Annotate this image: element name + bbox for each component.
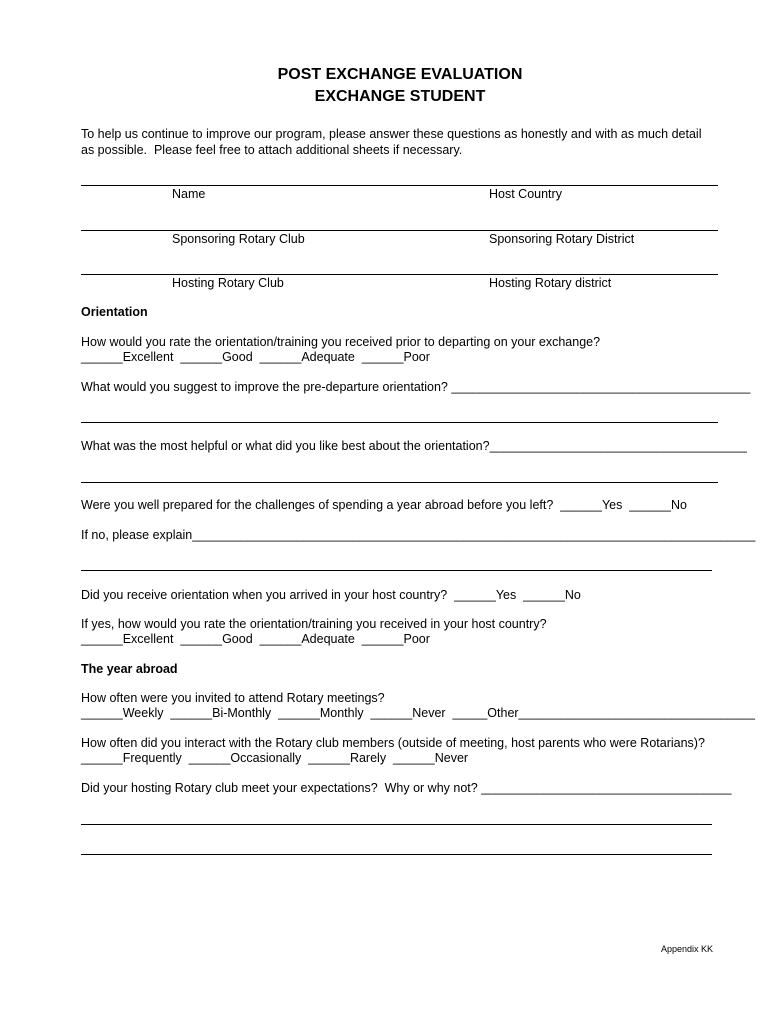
orientation-q6: If yes, how would you rate the orientation/training you received in your host country? [81, 617, 547, 631]
year-abroad-q3[interactable]: Did your hosting Rotary club meet your expectations? Why or why not? ____________________________________ [81, 781, 732, 795]
orientation-q2-line[interactable] [81, 422, 718, 423]
year-abroad-q1-options[interactable]: ______Weekly ______Bi-Monthly ______Monthly ______Never _____Other__________________________________ [81, 706, 755, 720]
hosting-district-label: Hosting Rotary district [489, 276, 612, 290]
orientation-q1: How would you rate the orientation/training you received prior to departing on your exchange? [81, 335, 601, 349]
name-line[interactable] [81, 185, 718, 186]
hosting-line[interactable] [81, 274, 718, 275]
appendix-label: Appendix KK [661, 944, 714, 954]
orientation-q4-line[interactable] [81, 570, 712, 571]
orientation-q1-options[interactable]: ______Excellent ______Good ______Adequate ______Poor [81, 350, 430, 364]
sponsoring-line[interactable] [81, 230, 718, 231]
orientation-q3[interactable]: What was the most helpful or what did you like best about the orientation?_____________________________________ [81, 439, 747, 453]
year-abroad-q1: How often were you invited to attend Rotary meetings? [81, 691, 385, 705]
sponsoring-club-label: Sponsoring Rotary Club [172, 232, 305, 246]
orientation-q5[interactable]: Did you receive orientation when you arrived in your host country? ______Yes ______No [81, 588, 581, 602]
name-label: Name [172, 187, 206, 201]
title-line-2: EXCHANGE STUDENT [314, 88, 486, 105]
sponsoring-district-label: Sponsoring Rotary District [489, 232, 635, 246]
intro-line-2: as possible. Please feel free to attach additional sheets if necessary. [81, 143, 463, 157]
host-country-label: Host Country [489, 187, 562, 201]
year-abroad-q2-options[interactable]: ______Frequently ______Occasionally ______Rarely ______Never [81, 751, 469, 765]
orientation-q6-options[interactable]: ______Excellent ______Good ______Adequate ______Poor [81, 632, 430, 646]
orientation-q3-line[interactable] [81, 482, 718, 483]
orientation-heading: Orientation [81, 305, 148, 319]
intro-line-1: To help us continue to improve our program, please answer these questions as honestly and with as much detail [81, 127, 702, 141]
orientation-q4-explain[interactable]: If no, please explain_________________________________________________________________________________ [81, 528, 756, 542]
year-abroad-q3-line-2[interactable] [81, 854, 712, 855]
title-line-1: POST EXCHANGE EVALUATION [277, 66, 523, 83]
year-abroad-heading: The year abroad [81, 662, 178, 676]
orientation-q2[interactable]: What would you suggest to improve the pre-departure orientation? ___________________________________________ [81, 380, 751, 394]
year-abroad-q3-line-1[interactable] [81, 824, 712, 825]
hosting-club-label: Hosting Rotary Club [172, 276, 284, 290]
orientation-q4[interactable]: Were you well prepared for the challenges of spending a year abroad before you left? ______Yes ______No [81, 498, 687, 512]
year-abroad-q2: How often did you interact with the Rotary club members (outside of meeting, host parents who were Rotarians)? [81, 736, 705, 750]
